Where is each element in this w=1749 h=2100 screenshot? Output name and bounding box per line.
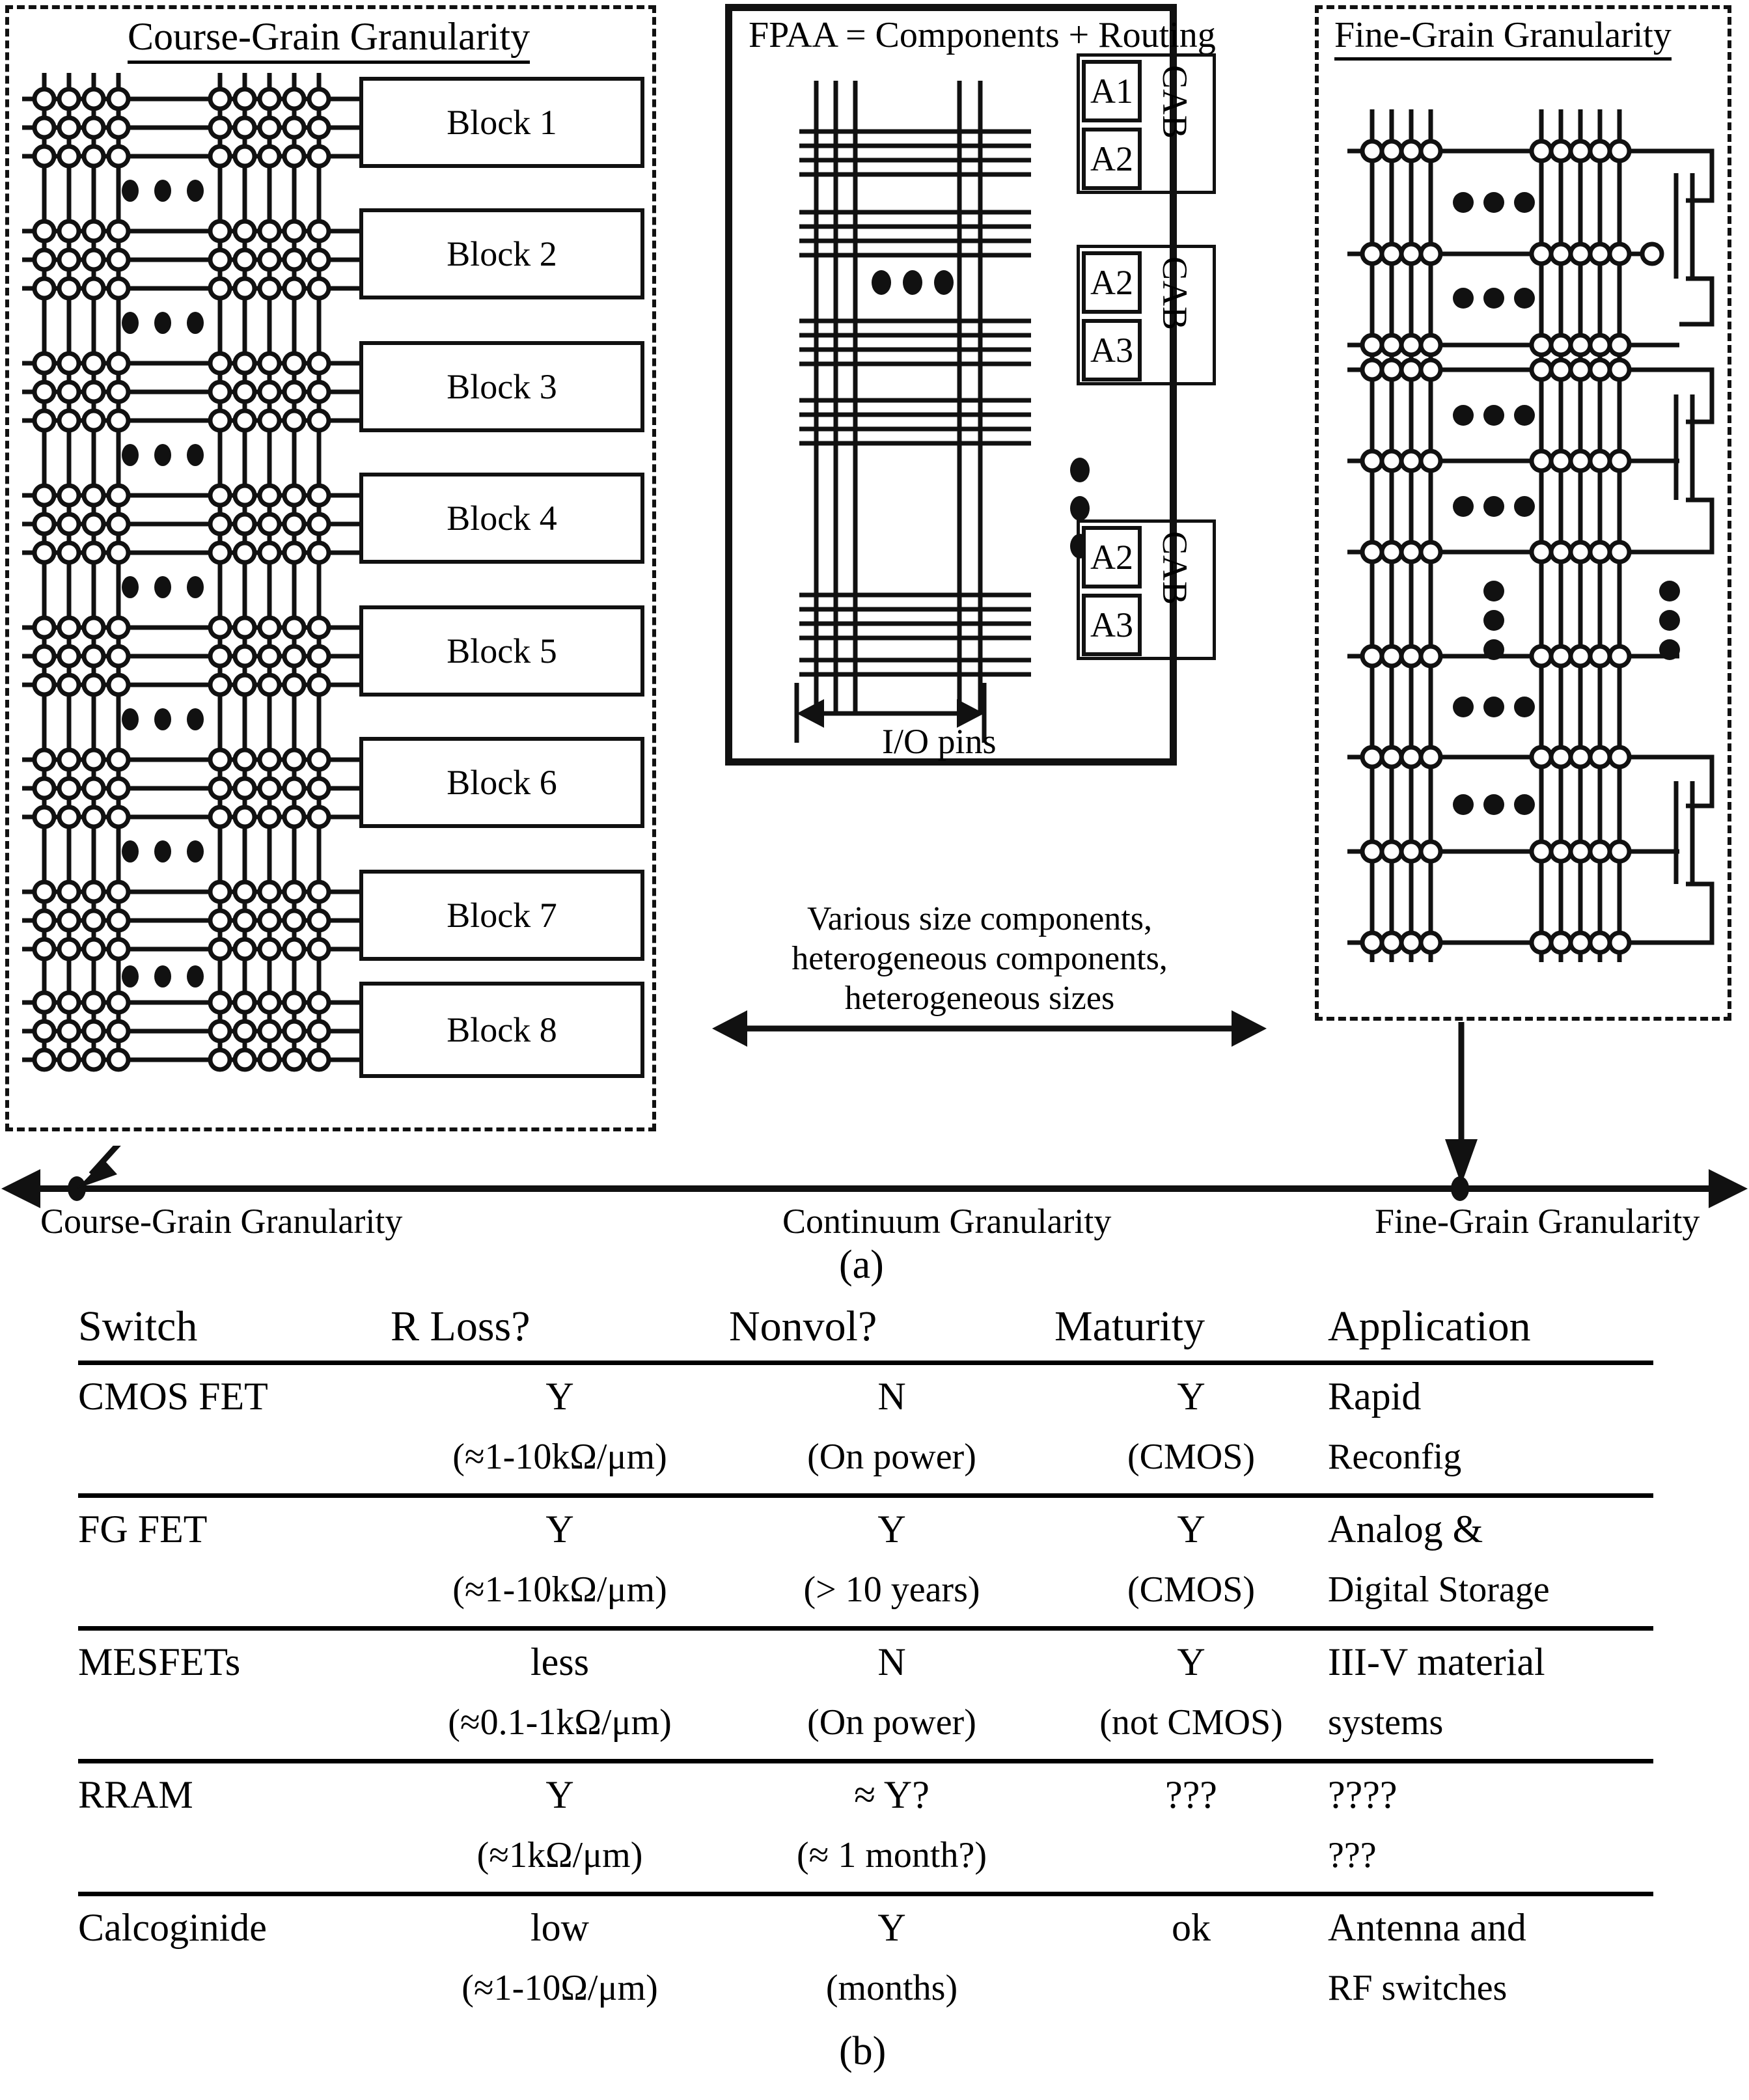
middle-note xyxy=(792,900,1168,1018)
table-subrow xyxy=(78,1557,1653,1629)
coarse-block-7 xyxy=(359,870,644,961)
axis-label-fine: Fine-Grain Granularity xyxy=(1375,1202,1700,1241)
middle-note-line3: heterogeneous sizes xyxy=(844,979,1115,1017)
coarse-grain-crossbar xyxy=(0,0,657,1133)
cell-application-note: ??? xyxy=(1328,1835,1377,1875)
coarse-block-1 xyxy=(359,77,644,168)
cab3-amp-a2 xyxy=(1082,526,1142,588)
amp-label: A1 xyxy=(1090,72,1133,111)
table-row xyxy=(78,1763,1653,1823)
coarse-block-2 xyxy=(359,208,644,299)
cell-nonvol: N xyxy=(877,1640,906,1683)
cell-nonvol-note: (On power) xyxy=(807,1702,976,1743)
io-pins-label: I/O pins xyxy=(882,722,997,761)
cell-switch-note xyxy=(78,1823,391,1894)
cell-maturity: Y xyxy=(1177,1640,1205,1683)
io-arrow-left xyxy=(797,699,824,728)
cell-application: Analog & xyxy=(1328,1508,1483,1551)
table-subrow xyxy=(78,1823,1653,1894)
cab-label-1: CAB xyxy=(1155,65,1194,140)
cab2-amp-a2 xyxy=(1082,251,1142,314)
coarse-block-label: Block 8 xyxy=(447,1010,557,1049)
cab1-amp-a2 xyxy=(1082,128,1142,190)
fine-pointer-arrow xyxy=(1425,1022,1504,1191)
cell-application: Antenna and xyxy=(1328,1906,1526,1949)
cell-maturity-note: (CMOS) xyxy=(1127,1437,1256,1477)
cell-maturity: Y xyxy=(1177,1508,1205,1551)
cell-application-note: Reconfig xyxy=(1328,1437,1462,1477)
coarse-block-3 xyxy=(359,341,644,432)
axis-label-coarse: Course-Grain Granularity xyxy=(40,1202,403,1241)
table-row xyxy=(78,1498,1653,1557)
coarse-block-label: Block 3 xyxy=(447,367,557,406)
table-row xyxy=(78,1896,1653,1955)
coarse-block-label: Block 7 xyxy=(447,896,557,935)
table-row xyxy=(78,1631,1653,1690)
fine-grain-title: Fine-Grain Granularity xyxy=(1334,14,1672,61)
cab1-amp-a1 xyxy=(1082,60,1142,122)
cab2-amp-a3 xyxy=(1082,319,1142,381)
cell-switch-note xyxy=(78,1557,391,1629)
coarse-grain-title: Course-Grain Granularity xyxy=(128,14,530,64)
cell-r-loss: Y xyxy=(545,1508,574,1551)
cell-nonvol: ≈ Y? xyxy=(854,1773,930,1816)
amp-label: A2 xyxy=(1090,139,1133,178)
cell-application: ???? xyxy=(1328,1773,1398,1816)
coarse-block-label: Block 1 xyxy=(447,103,557,142)
cell-nonvol-note: (months) xyxy=(825,1968,958,2008)
header-application: Application xyxy=(1328,1303,1531,1350)
cell-maturity-note xyxy=(1054,1955,1328,2024)
cab3-amp-a3 xyxy=(1082,594,1142,656)
cell-application: Rapid xyxy=(1328,1375,1422,1418)
panel-b-caption: (b) xyxy=(839,2029,887,2073)
header-switch: Switch xyxy=(78,1303,198,1350)
cell-maturity: ok xyxy=(1172,1906,1211,1949)
cell-maturity-note: (not CMOS) xyxy=(1099,1702,1283,1743)
header-maturity: Maturity xyxy=(1054,1303,1205,1350)
cell-r-loss-note: (≈1-10Ω/μm) xyxy=(461,1968,658,2008)
amp-label: A3 xyxy=(1090,331,1133,370)
cab-label-3: CAB xyxy=(1155,531,1194,606)
switch-comparison-table xyxy=(78,1302,1653,2024)
cell-r-loss: less xyxy=(530,1640,589,1683)
cell-switch: Calcoginide xyxy=(78,1906,267,1949)
cell-switch: CMOS FET xyxy=(78,1375,268,1418)
header-nonvol: Nonvol? xyxy=(729,1303,877,1350)
cell-switch-note xyxy=(78,1955,391,2024)
cell-switch: MESFETs xyxy=(78,1640,241,1683)
fpaa-ellipsis-horizontal xyxy=(872,270,954,295)
cell-r-loss: Y xyxy=(545,1773,574,1816)
fine-grain-crossbar xyxy=(1315,5,1744,1021)
middle-note-line1: Various size components, xyxy=(806,900,1152,937)
fine-transistor-symbols xyxy=(1676,151,1712,943)
coarse-block-label: Block 5 xyxy=(447,631,557,670)
amp-label: A2 xyxy=(1090,538,1133,577)
table-subrow xyxy=(78,1955,1653,2024)
cell-r-loss-note: (≈1-10kΩ/μm) xyxy=(452,1437,667,1477)
amp-label: A3 xyxy=(1090,605,1133,644)
cell-switch-note xyxy=(78,1424,391,1496)
cell-maturity: Y xyxy=(1177,1375,1205,1418)
middle-note-line2: heterogeneous components, xyxy=(792,939,1168,977)
cell-application: III-V material xyxy=(1328,1640,1545,1683)
table-row xyxy=(78,1365,1653,1424)
coarse-block-label: Block 2 xyxy=(447,234,557,273)
cell-application-note: RF switches xyxy=(1328,1968,1508,2008)
cell-nonvol: Y xyxy=(877,1906,906,1949)
cell-maturity-note: (CMOS) xyxy=(1127,1569,1256,1610)
cell-r-loss-note: (≈1-10kΩ/μm) xyxy=(452,1569,667,1610)
header-r-loss: R Loss? xyxy=(391,1303,530,1350)
coarse-block-8 xyxy=(359,982,644,1078)
coarse-block-4 xyxy=(359,473,644,564)
cell-nonvol: Y xyxy=(877,1508,906,1551)
cell-switch: FG FET xyxy=(78,1508,208,1551)
table-header-row xyxy=(78,1302,1653,1363)
table-subrow xyxy=(78,1690,1653,1762)
coarse-block-label: Block 6 xyxy=(447,763,557,802)
amp-label: A2 xyxy=(1090,263,1133,302)
panel-a-caption: (a) xyxy=(839,1243,884,1287)
cell-nonvol-note: (> 10 years) xyxy=(803,1569,980,1610)
coarse-ellipsis-dots xyxy=(122,180,204,988)
cell-nonvol-note: (≈ 1 month?) xyxy=(796,1835,987,1875)
fpaa-title: FPAA = Components + Routing xyxy=(749,15,1216,55)
cell-switch: RRAM xyxy=(78,1773,193,1816)
coarse-block-5 xyxy=(359,605,644,697)
cab-label-2: CAB xyxy=(1155,256,1194,331)
coarse-block-label: Block 4 xyxy=(447,499,557,538)
table-subrow xyxy=(78,1424,1653,1496)
cell-r-loss-note: (≈1kΩ/μm) xyxy=(476,1835,643,1875)
coarse-block-6 xyxy=(359,737,644,828)
fine-switches xyxy=(1362,141,1662,952)
fine-ellipsis-dots xyxy=(1453,192,1680,815)
cell-application-note: Digital Storage xyxy=(1328,1569,1550,1610)
cell-switch-note xyxy=(78,1690,391,1762)
cell-maturity: ??? xyxy=(1165,1773,1217,1816)
cell-application-note: systems xyxy=(1328,1702,1444,1743)
panel-b-table xyxy=(78,1302,1653,2024)
cell-r-loss: low xyxy=(530,1906,589,1949)
heterogeneity-double-arrow xyxy=(709,1002,1269,1055)
axis-label-continuum: Continuum Granularity xyxy=(782,1202,1112,1241)
cell-nonvol-note: (On power) xyxy=(807,1437,976,1477)
cell-r-loss-note: (≈0.1-1kΩ/μm) xyxy=(448,1702,672,1743)
cell-r-loss: Y xyxy=(545,1375,574,1418)
cell-maturity-note xyxy=(1054,1823,1328,1894)
cell-nonvol: N xyxy=(877,1375,906,1418)
